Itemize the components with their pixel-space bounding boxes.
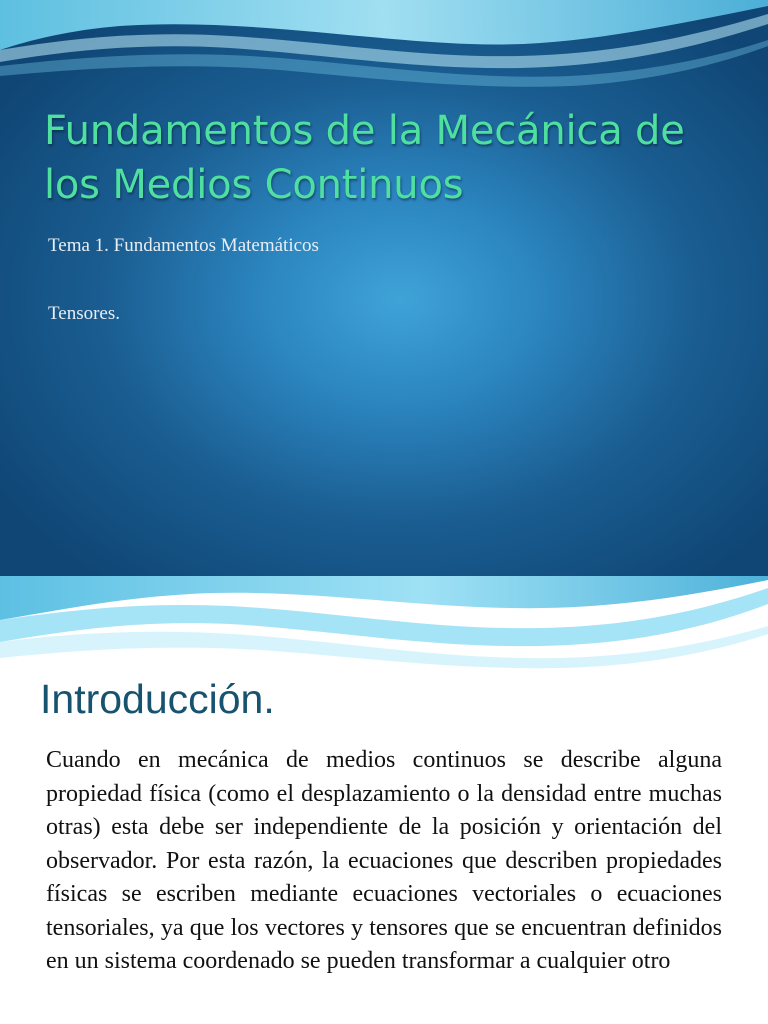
slide-subtitle: Tema 1. Fundamentos Matemáticos xyxy=(48,235,319,256)
slide-topic: Tensores. xyxy=(48,303,121,324)
slide-title: Fundamentos de la Mecánica de los Medios Continuos xyxy=(44,108,685,208)
top-wave-decoration xyxy=(0,0,768,100)
slide-divider-wave xyxy=(0,576,768,670)
section-heading: Introducción. xyxy=(40,676,275,722)
body-paragraph: Cuando en mecánica de medios continuos se describe alguna propiedad física (como el desplazamiento o la densidad entre muchas otras) esta debe ser independiente de la posición y orientación del observador. Por esta razón, la ecuaciones que describen propiedades físicas se escriben mediante ecuaciones vectoriales o ecuaciones tensoriales, ya que los vectores y tensores que se encuentran definidos en un sistema coordenado se pueden transformar a cualquier otro xyxy=(46,747,722,974)
